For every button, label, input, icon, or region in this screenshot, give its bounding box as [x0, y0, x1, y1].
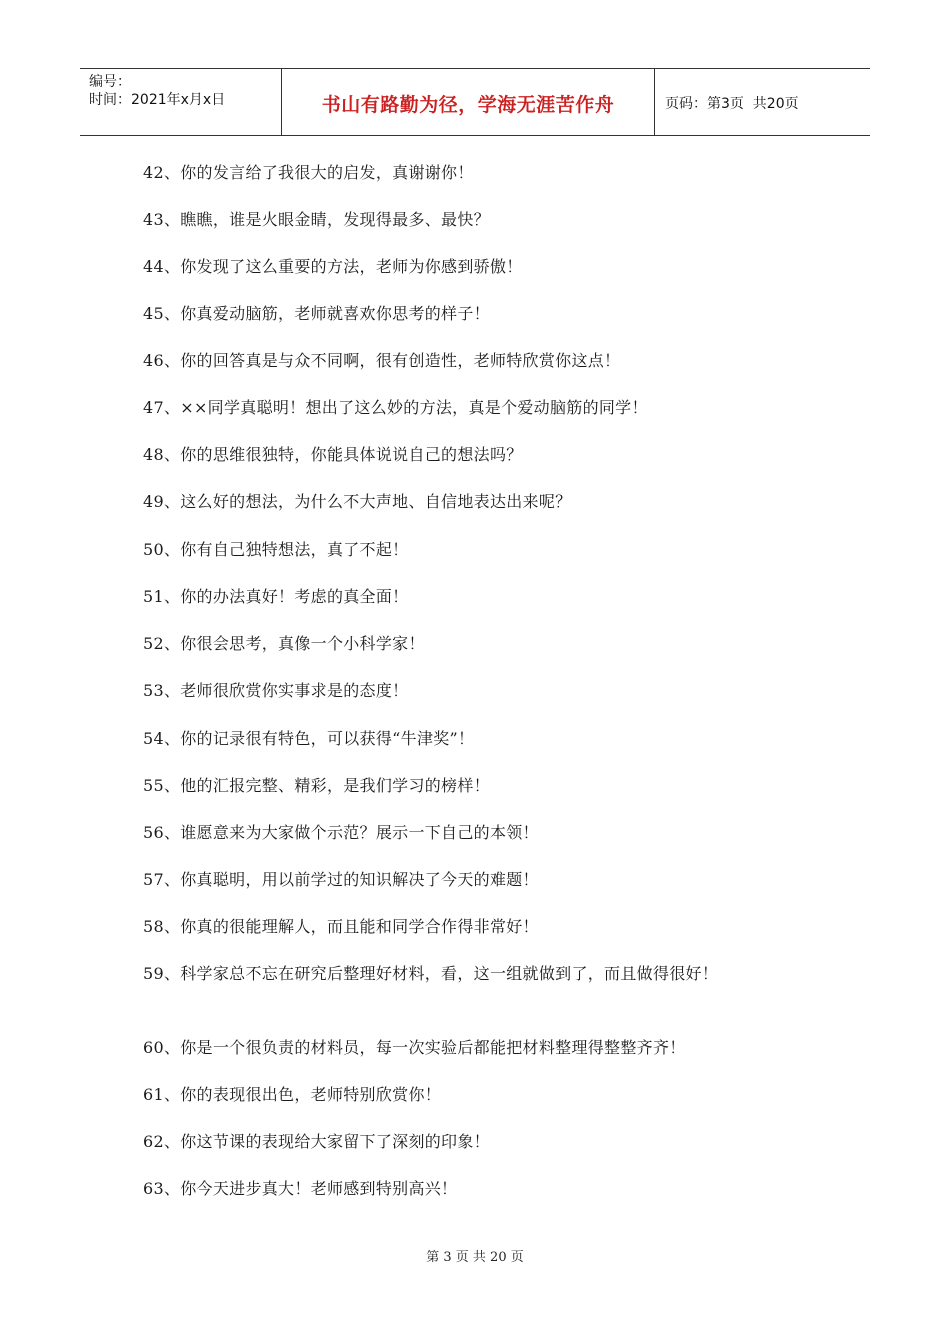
list-item: 43、瞧瞧，谁是火眼金睛，发现得最多、最快？	[143, 210, 490, 229]
list-item: 44、你发现了这么重要的方法，老师为你感到骄傲！	[143, 257, 523, 276]
page-info-text: 页码：第3页 共20页	[665, 96, 799, 112]
list-item: 63、你今天进步真大！老师感到特别高兴！	[143, 1179, 458, 1198]
list-item: 57、你真聪明，用以前学过的知识解决了今天的难题！	[143, 870, 539, 889]
list-item: 47、××同学真聪明！想出了这么妙的方法，真是个爱动脑筋的同学！	[143, 398, 648, 417]
list-item: 52、你很会思考，真像一个小科学家！	[143, 634, 425, 653]
list-item: 45、你真爱动脑筋，老师就喜欢你思考的样子！	[143, 304, 490, 323]
list-item: 60、你是一个很负责的材料员，每一次实验后都能把材料整理得整整齐齐！	[143, 1038, 686, 1057]
list-item: 56、谁愿意来为大家做个示范？展示一下自己的本领！	[143, 823, 539, 842]
page-footer: 第 3 页 共 20 页	[426, 1250, 524, 1265]
list-item: 42、你的发言给了我很大的启发，真谢谢你！	[143, 163, 474, 182]
list-item: 53、老师很欣赏你实事求是的态度！	[143, 681, 409, 700]
header-meta	[80, 69, 282, 135]
list-item: 49、这么好的想法，为什么不大声地、自信地表达出来呢？	[143, 492, 572, 511]
list-item: 61、你的表现很出色，老师特别欣赏你！	[143, 1085, 442, 1104]
doc-code-label: 编号：	[89, 74, 131, 90]
list-item: 51、你的办法真好！考虑的真全面！	[143, 587, 409, 606]
list-item: 55、他的汇报完整、精彩，是我们学习的榜样！	[143, 776, 490, 795]
list-item: 54、你的记录很有特色，可以获得“牛津奖”！	[143, 729, 475, 748]
list-item: 50、你有自己独特想法，真了不起！	[143, 540, 409, 559]
motto-text: 书山有路勤为径，学海无涯苦作舟	[321, 93, 615, 116]
header-motto	[282, 69, 655, 135]
list-item: 46、你的回答真是与众不同啊，很有创造性，老师特欣赏你这点！	[143, 351, 621, 370]
list-item: 62、你这节课的表现给大家留下了深刻的印象！	[143, 1132, 490, 1151]
list-item: 48、你的思维很独特，你能具体说说自己的想法吗？	[143, 445, 523, 464]
header-page-info	[655, 69, 870, 135]
list-item: 58、你真的很能理解人，而且能和同学合作得非常好！	[143, 917, 539, 936]
list-item: 59、科学家总不忘在研究后整理好材料，看，这一组就做到了，而且做得很好！	[143, 964, 719, 983]
page-header	[80, 68, 870, 136]
doc-time-label: 时间：2021年x月x日	[89, 92, 226, 108]
